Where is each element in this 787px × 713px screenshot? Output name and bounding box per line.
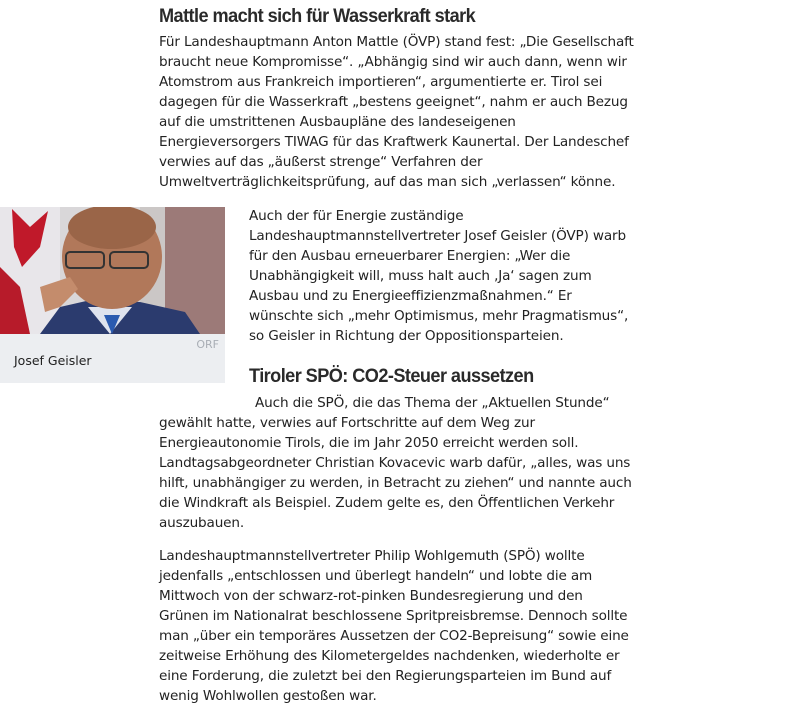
paragraph-geisler: Auch der für Energie zuständige Landeshauptmannstellvertreter Josef Geisler (ÖVP) warb für den Ausbau erneuerbarer Energien: „Wer die Unabhängigkeit will, muss halt auch ‚Ja‘ sagen zum Ausbau und zu Energieeffizienzmaßnahmen.“ Er wünschte sich „mehr Optimismus, mehr Pragmatismus“, so Geisler in Richtung der Oppositionsparteien. [249,208,629,344]
paragraph-spoe-2: Landeshauptmannstellvertreter Philip Wohlgemuth (SPÖ) wollte jedenfalls „entschlossen und überlegt handeln“ und lobte die am Mittwoch von der schwarz-rot-pinken Bundesregierung und den Grünen im Nationalrat beschlossene Spritpreisbremse. Dennoch sollte man „über ein temporäres Aussetzen der CO2-Bepreisung“ sowie eine zeitweise Erhöhung des Kilometergeldes nachdenken, wiederholte er eine Forderung, die zuletzt bei den Regierungsparteien im Bund auf wenig Wohlwollen gestoßen war. [159,548,629,704]
section-heading-wasserkraft: Mattle macht sich für Wasserkraft stark [159,5,476,27]
paragraph-spoe-1: Auch die SPÖ, die das Thema der „Aktuellen Stunde“ gewählt hatte, verwies auf Fortschritte auf dem Weg zur Energieautonomie Tirols, die im Jahr 2050 erreicht werden soll. Landtagsabgeordneter Christian Kovacevic warb dafür, „alles, was uns hilft, unabhängiger zu werden, in Betracht zu ziehen“ und nannte auch die Windkraft als Beispiel. Zudem gelte es, den Öffentlichen Verkehr auszubauen. [159,395,632,531]
photo-credit: ORF [196,338,219,351]
photo-josef-geisler[interactable] [0,207,225,334]
paragraph-mattle: Für Landeshauptmann Anton Mattle (ÖVP) stand fest: „Die Gesellschaft braucht neue Kompromisse“. „Abhängig sind wir auch dann, wenn wir Atomstrom aus Frankreich importieren“, argumentierte er. Tirol sei dagegen für die Wasserkraft „bestens geeignet“, nahm er auch Bezug auf die umstrittenen Ausbaupläne des landeseigenen Energieversorgers TIWAG für das Kraftwerk Kaunertal. Der Landeschef verwies auf das „äußerst strenge“ Verfahren der Umweltverträglichkeitsprüfung, auf das man sich „verlassen“ könne. [159,34,634,190]
photo-caption: Josef Geisler [14,353,92,368]
photo-figure [0,207,225,383]
section-heading-spoe: Tiroler SPÖ: CO2-Steuer aussetzen [249,365,534,387]
